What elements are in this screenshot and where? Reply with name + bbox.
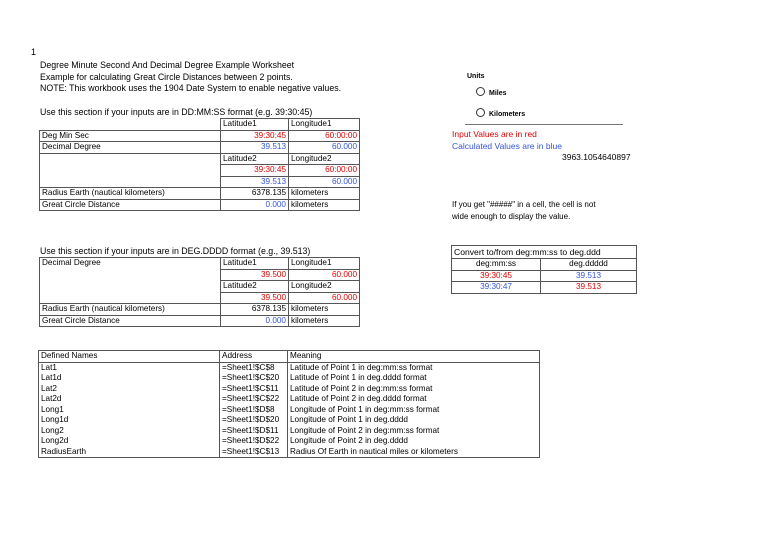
names-header-name: Defined Names: [39, 351, 220, 363]
address-cell: =Sheet1!$C$20: [220, 373, 288, 384]
s1-radius-label: Radius Earth (nautical kilometers): [40, 188, 221, 200]
table-row: [39, 415, 540, 426]
page-number: 1: [31, 47, 37, 57]
s2-radius-unit: kilometers: [289, 304, 360, 316]
s2-lon2-cell[interactable]: 60.000: [289, 292, 360, 304]
table-row: [39, 426, 540, 437]
meaning-cell: Latitude of Point 2 in deg:mm:ss format: [288, 384, 540, 395]
s1-radius-unit: kilometers: [289, 188, 360, 200]
address-cell: =Sheet1!$C$13: [220, 447, 288, 458]
converter-table: [451, 245, 637, 294]
converter-col1-header: deg:mm:ss: [452, 259, 541, 271]
table-row: [39, 384, 540, 395]
address-cell: =Sheet1!$D$11: [220, 426, 288, 437]
converter-col2-header: deg.ddddd: [541, 259, 637, 271]
address-cell: =Sheet1!$D$22: [220, 436, 288, 447]
address-cell: =Sheet1!$C$8: [220, 362, 288, 373]
s1-lon2-header: Longitude2: [289, 153, 360, 165]
s2-distance-unit: kilometers: [289, 315, 360, 327]
legend-calculated: Calculated Values are in blue: [452, 141, 562, 151]
section2-intro: Use this section if your inputs are in DEG.DDDD format (e.g., 39.513): [40, 246, 311, 256]
address-cell: =Sheet1!$C$11: [220, 384, 288, 395]
converter-dms-input[interactable]: 39:30:45: [452, 270, 541, 282]
radio-icon[interactable]: [476, 108, 485, 117]
defined-name-cell: RadiusEarth: [39, 447, 220, 458]
converter-dms-output: 39:30:47: [452, 282, 541, 294]
table-row: [39, 447, 540, 458]
defined-name-cell: Lat1: [39, 362, 220, 373]
meaning-cell: Latitude of Point 1 in deg.dddd format: [288, 373, 540, 384]
s1-lat1-dec-cell: 39.513: [221, 142, 289, 154]
converter-dec-output: 39.513: [541, 270, 637, 282]
header-block: [40, 60, 341, 95]
s1-dec-label: Decimal Degree: [40, 142, 221, 154]
s1-lon2-dms-cell[interactable]: 60:00:00: [289, 165, 360, 177]
address-cell: =Sheet1!$C$22: [220, 394, 288, 405]
defined-name-cell: Lat2: [39, 384, 220, 395]
defined-name-cell: Lat1d: [39, 373, 220, 384]
section1-intro: Use this section if your inputs are in DD:MM:SS format (e.g. 39:30:45): [40, 107, 313, 117]
radio-icon[interactable]: [476, 87, 485, 96]
table-row: [39, 362, 540, 373]
meaning-cell: Longitude of Point 2 in deg:mm:ss format: [288, 426, 540, 437]
s1-radius-value: 6378.135: [221, 188, 289, 200]
s1-lat2-dms-cell[interactable]: 39:30:45: [221, 165, 289, 177]
table-row: [39, 405, 540, 416]
s1-lon2-dec-cell: 60.000: [289, 176, 360, 188]
units-option-kilometers[interactable]: Kilometers: [476, 108, 525, 118]
units-title: Units: [467, 73, 485, 80]
s1-lat2-header: Latitude2: [221, 153, 289, 165]
s2-lat1-header: Latitude1: [221, 258, 289, 270]
s2-lat2-cell[interactable]: 39.500: [221, 292, 289, 304]
table-row: [39, 373, 540, 384]
s1-distance-label: Great Circle Distance: [40, 199, 221, 211]
s2-dec-label: Decimal Degree: [40, 258, 221, 270]
address-cell: =Sheet1!$D$8: [220, 405, 288, 416]
page-note: NOTE: This workbook uses the 1904 Date System to enable negative values.: [40, 83, 342, 93]
s1-distance-unit: kilometers: [289, 199, 360, 211]
s2-lon1-header: Longitude1: [289, 258, 360, 270]
defined-names-table: [38, 350, 540, 458]
s1-lon1-dec-cell: 60.000: [289, 142, 360, 154]
s1-lat1-header: Latitude1: [221, 119, 289, 131]
s1-lat2-dec-cell: 39.513: [221, 176, 289, 188]
names-header-meaning: Meaning: [288, 351, 540, 363]
units-value: 3963.1054640897: [562, 152, 631, 162]
section1-table: [39, 118, 432, 211]
s2-lon1-cell[interactable]: 60.000: [289, 269, 360, 281]
s2-distance-label: Great Circle Distance: [40, 315, 221, 327]
table-row: [39, 394, 540, 405]
converter-dec-input[interactable]: 39.513: [541, 282, 637, 294]
hash-note: If you get "#####" in a cell, the cell is not wide enough to display the value.: [452, 200, 596, 221]
s1-lon1-dms-cell[interactable]: 60:00:00: [289, 130, 360, 142]
s2-lon2-header: Longitude2: [289, 281, 360, 293]
defined-name-cell: Lat2d: [39, 394, 220, 405]
page-title: Degree Minute Second And Decimal Degree Example Worksheet: [40, 60, 295, 70]
table-row: [39, 436, 540, 447]
s1-lat1-dms-cell[interactable]: 39:30:45: [221, 130, 289, 142]
s2-radius-value: 6378.135: [221, 304, 289, 316]
meaning-cell: Longitude of Point 2 in deg.dddd: [288, 436, 540, 447]
units-option-miles[interactable]: Miles: [476, 87, 507, 97]
converter-title: Convert to/from deg:mm:ss to deg.ddd: [452, 246, 637, 259]
address-cell: =Sheet1!$D$20: [220, 415, 288, 426]
s2-lat1-cell[interactable]: 39.500: [221, 269, 289, 281]
defined-name-cell: Long2d: [39, 436, 220, 447]
s2-lat2-header: Latitude2: [221, 281, 289, 293]
meaning-cell: Latitude of Point 2 in deg.dddd format: [288, 394, 540, 405]
meaning-cell: Latitude of Point 1 in deg:mm:ss format: [288, 362, 540, 373]
s2-distance-value: 0.000: [221, 315, 289, 327]
meaning-cell: Longitude of Point 1 in deg:mm:ss format: [288, 405, 540, 416]
s1-lon1-header: Longitude1: [289, 119, 360, 131]
names-header-address: Address: [220, 351, 288, 363]
defined-name-cell: Long2: [39, 426, 220, 437]
defined-name-cell: Long1d: [39, 415, 220, 426]
meaning-cell: Radius Of Earth in nautical miles or kilometers: [288, 447, 540, 458]
s2-radius-label: Radius Earth (nautical kilometers): [40, 304, 221, 316]
section2-table: [39, 257, 432, 327]
units-divider: [465, 124, 623, 125]
s1-distance-value: 0.000: [221, 199, 289, 211]
defined-name-cell: Long1: [39, 405, 220, 416]
meaning-cell: Longitude of Point 1 in deg.dddd: [288, 415, 540, 426]
s1-dms-label: Deg Min Sec: [40, 130, 221, 142]
page-subtitle: Example for calculating Great Circle Distances between 2 points.: [40, 71, 293, 82]
legend-input: Input Values are in red: [452, 129, 537, 139]
